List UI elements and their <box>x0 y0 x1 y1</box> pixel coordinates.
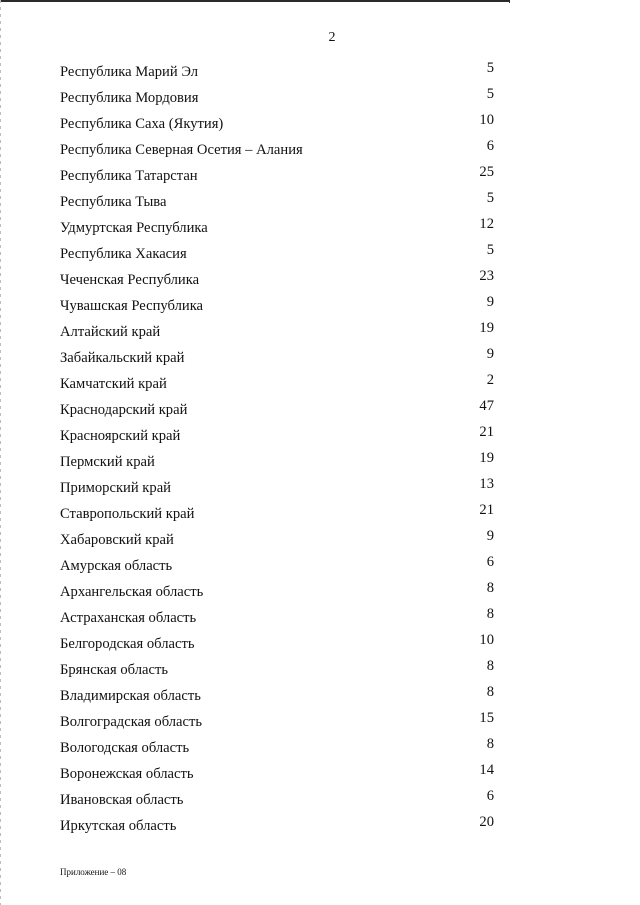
region-name: Чувашская Республика <box>60 298 204 314</box>
region-name: Республика Саха (Якутия) <box>60 116 224 132</box>
list-item <box>0 190 640 216</box>
list-item <box>0 268 640 294</box>
region-count: 10 <box>479 632 494 648</box>
region-name: Краснодарский край <box>60 402 188 418</box>
region-count: 47 <box>479 398 494 414</box>
region-count: 5 <box>486 242 494 258</box>
page-number: 2 <box>328 30 336 45</box>
list-item <box>0 736 640 762</box>
list-item <box>0 450 640 476</box>
region-count: 5 <box>486 60 494 76</box>
region-name: Брянская область <box>60 662 169 678</box>
region-count: 10 <box>479 112 494 128</box>
region-name: Воронежская область <box>60 766 194 782</box>
list-item <box>0 528 640 554</box>
region-name: Красноярский край <box>60 428 181 444</box>
list-item <box>0 216 640 242</box>
region-name: Алтайский край <box>60 324 161 340</box>
list-item <box>0 164 640 190</box>
list-item <box>0 346 640 372</box>
list-item <box>0 502 640 528</box>
list-item <box>0 710 640 736</box>
region-name: Ставропольский край <box>60 506 195 522</box>
region-count: 2 <box>486 372 494 388</box>
region-count: 8 <box>486 684 494 700</box>
region-count: 8 <box>486 736 494 752</box>
list-item <box>0 580 640 606</box>
list-item <box>0 294 640 320</box>
region-count: 8 <box>486 580 494 596</box>
region-name: Амурская область <box>60 558 173 574</box>
list-item <box>0 424 640 450</box>
region-name: Иркутская область <box>60 818 177 834</box>
list-item <box>0 684 640 710</box>
footer-note: Приложение – 08 <box>60 867 127 877</box>
list-item <box>0 606 640 632</box>
region-count: 9 <box>486 346 494 362</box>
region-count: 23 <box>479 268 494 284</box>
region-name: Ивановская область <box>60 792 184 808</box>
list-item <box>0 788 640 814</box>
region-count: 15 <box>479 710 494 726</box>
list-item <box>0 242 640 268</box>
region-count: 19 <box>479 320 494 336</box>
region-count: 6 <box>486 138 494 154</box>
region-count: 6 <box>486 554 494 570</box>
region-name: Астраханская область <box>60 610 197 626</box>
list-item <box>0 554 640 580</box>
scan-edge-top <box>0 0 510 2</box>
region-name: Чеченская Республика <box>60 272 200 288</box>
region-name: Республика Хакасия <box>60 246 187 262</box>
region-count: 25 <box>479 164 494 180</box>
list-item <box>0 372 640 398</box>
region-name: Архангельская область <box>60 584 204 600</box>
list-item <box>0 112 640 138</box>
region-count: 20 <box>479 814 494 830</box>
list-item <box>0 398 640 424</box>
region-name: Белгородская область <box>60 636 195 652</box>
region-name: Республика Северная Осетия – Алания <box>60 142 303 158</box>
list-item <box>0 814 640 840</box>
region-list <box>0 60 640 840</box>
list-item <box>0 86 640 112</box>
region-name: Вологодская область <box>60 740 190 756</box>
list-item <box>0 632 640 658</box>
scan-edge-tick <box>509 0 510 3</box>
list-item <box>0 476 640 502</box>
region-count: 14 <box>479 762 494 778</box>
region-name: Приморский край <box>60 480 171 496</box>
region-count: 5 <box>486 86 494 102</box>
region-name: Республика Мордовия <box>60 90 199 106</box>
region-count: 8 <box>486 606 494 622</box>
list-item <box>0 658 640 684</box>
list-item <box>0 138 640 164</box>
region-name: Удмуртская Республика <box>60 220 208 236</box>
region-count: 12 <box>479 216 494 232</box>
region-count: 8 <box>486 658 494 674</box>
region-count: 9 <box>486 294 494 310</box>
region-count: 9 <box>486 528 494 544</box>
region-name: Пермский край <box>60 454 155 470</box>
region-count: 21 <box>479 502 494 518</box>
list-item <box>0 762 640 788</box>
region-name: Волгоградская область <box>60 714 203 730</box>
region-count: 21 <box>479 424 494 440</box>
region-name: Хабаровский край <box>60 532 174 548</box>
region-count: 6 <box>486 788 494 804</box>
region-count: 19 <box>479 450 494 466</box>
region-name: Камчатский край <box>60 376 167 392</box>
region-name: Республика Тыва <box>60 194 167 210</box>
region-count: 13 <box>479 476 494 492</box>
list-item <box>0 60 640 86</box>
region-name: Владимирская область <box>60 688 201 704</box>
region-name: Республика Татарстан <box>60 168 198 184</box>
region-name: Республика Марий Эл <box>60 64 199 80</box>
region-count: 5 <box>486 190 494 206</box>
region-name: Забайкальский край <box>60 350 185 366</box>
list-item <box>0 320 640 346</box>
